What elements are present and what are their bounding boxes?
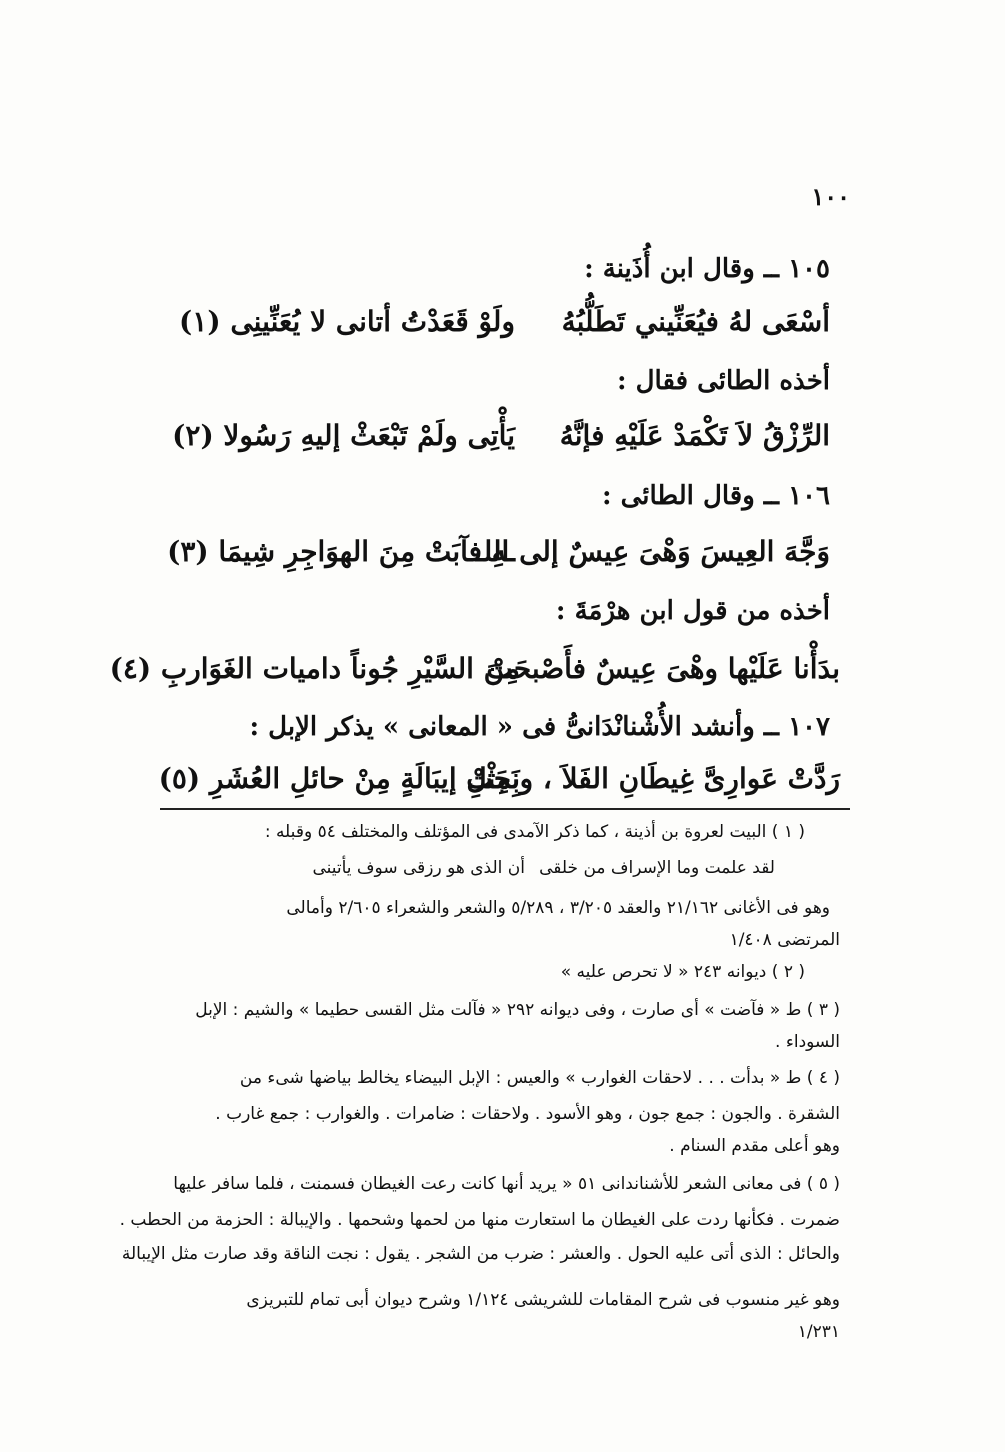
entry-107-heading: ١٠٧ ــ وأنشد الأُشْنانْدَانىُّ فى « المعانى » يذكر الإبل : — [249, 712, 830, 742]
footnote-5-line4: وهو غير منسوب فى شرح المقامات للشريشى ١/١٢٤ وشرح ديوان أبى تمام للتبريزى — [246, 1290, 840, 1310]
entry-106-verse2-second-hemistich: مِنَ السَّيْرِ جُوناً داميات الغَوَاربِ (٤) — [109, 652, 520, 685]
footnote-5-line3: والحائل : الذى أتى عليه الحول . والعشر : ضرب من الشجر . يقول : نجت الناقة وقد صارت مثل الإيبالة — [121, 1244, 840, 1264]
footnote-5-line5: ١/٢٣١ — [797, 1322, 840, 1342]
entry-106-heading: ١٠٦ ــ وقال الطائى : — [601, 481, 830, 511]
footnote-3-line1: ( ٣ ) ط « فآضت » أى صارت ، وفى ديوانه ٢٩٢ « فآلت مثل القسى حطيما » والشيم : الإبل — [195, 1000, 840, 1020]
footnote-separator — [160, 808, 850, 810]
footnote-1-line1: ( ١ ) البيت لعروة بن أذينة ، كما ذكر الآمدى فى المؤتلف والمختلف ٥٤ وقبله : — [264, 822, 805, 842]
footnote-4-line1: ( ٤ ) ط « بدأت . . . لاحقات الغوارب » والعيس : الإبل البيضاء يخالط بياضها شىء من — [239, 1068, 840, 1088]
entry-105-verse2-second-hemistich: يَأْتِى ولَمْ تَبْعَثْ إليهِ رَسُولا (٢) — [172, 419, 515, 452]
entry-105-verse1-second-hemistich: ولَوْ قَعَدْتُ أتانى لا يُعَنِّينِى (١) — [179, 305, 515, 338]
entry-106-verse1-second-hemistich: ـهِ فآبَتْ مِنَ الهوَاجِرِ شِيمَا (٣) — [167, 535, 515, 568]
entry-106-attribution: أخذه من قول ابن هرْمَةَ : — [555, 596, 830, 626]
entry-105-verse2-first-hemistich: الرِّزْقُ لاَ تَكْمَدْ عَلَيْهِ فإنَّهُ — [559, 419, 830, 452]
entry-107-verse1-second-hemistich: بِمِثْلِ إيبَالَةٍ مِنْ حائلِ العُشَرِ (٥) — [158, 762, 520, 795]
footnote-1-line3: المرتضى ١/٤٠٨ — [729, 930, 840, 950]
entry-105-heading: ١٠٥ ــ وقال ابن أُذَينة : — [584, 254, 830, 284]
entry-106-verse1-first-hemistich: وَجَّهَ العِيسَ وَهْىَ عِيسٌ إلى اللـ — [475, 535, 830, 568]
footnote-1-verse-second-hemistich: أن الذى هو رزقى سوف يأتينى — [312, 858, 525, 878]
footnote-4-line3: وهو أعلى مقدم السنام . — [669, 1136, 840, 1156]
entry-105-verse1-first-hemistich: أسْعَى لهُ فيُعَنِّيني تَطَلُّبُهُ — [561, 305, 830, 338]
entry-105-attribution: أخذه الطائى فقال : — [616, 366, 830, 396]
footnote-5-line2: ضمرت . فكأنها ردت على الغيطان ما استعارت منها من لحمها وشحمها . والإيبالة : الحزمة من الحطب . — [119, 1210, 840, 1230]
footnote-2: ( ٢ ) ديوانه ٢٤٣ « لا تحرص عليه » — [560, 962, 805, 982]
footnote-3-line2: السوداء . — [775, 1032, 840, 1052]
footnote-5-line1: ( ٥ ) فى معانى الشعر للأشناندانى ٥١ « يريد أنها كانت رعت الغيطان فسمنت ، فلما سافر عليها — [173, 1174, 840, 1194]
page-number: ١٠٠ — [811, 182, 850, 211]
footnote-1-verse-first-hemistich: لقد علمت وما الإسراف من خلقى — [539, 858, 775, 878]
entry-107-verse1-first-hemistich: رَدَّتْ عَوارِىَّ غِيطَانِ الفَلاَ ، ونَجَتْ — [466, 762, 840, 795]
footnote-1-line2: وهو فى الأغانى ٢١/١٦٢ والعقد ٣/٢٠٥ ، ٥/٢٨٩ والشعر والشعراء ٢/٦٠٥ وأمالى — [286, 898, 830, 918]
entry-106-verse2-first-hemistich: بدَأْنا عَلَيْها وهْىَ عِيسٌ فأَصْبحَتْ — [486, 652, 840, 685]
footnote-4-line2: الشقرة . والجون : جمع جون ، وهو الأسود . ولاحقات : ضامرات . والغوارب : جمع غارب . — [215, 1104, 840, 1124]
